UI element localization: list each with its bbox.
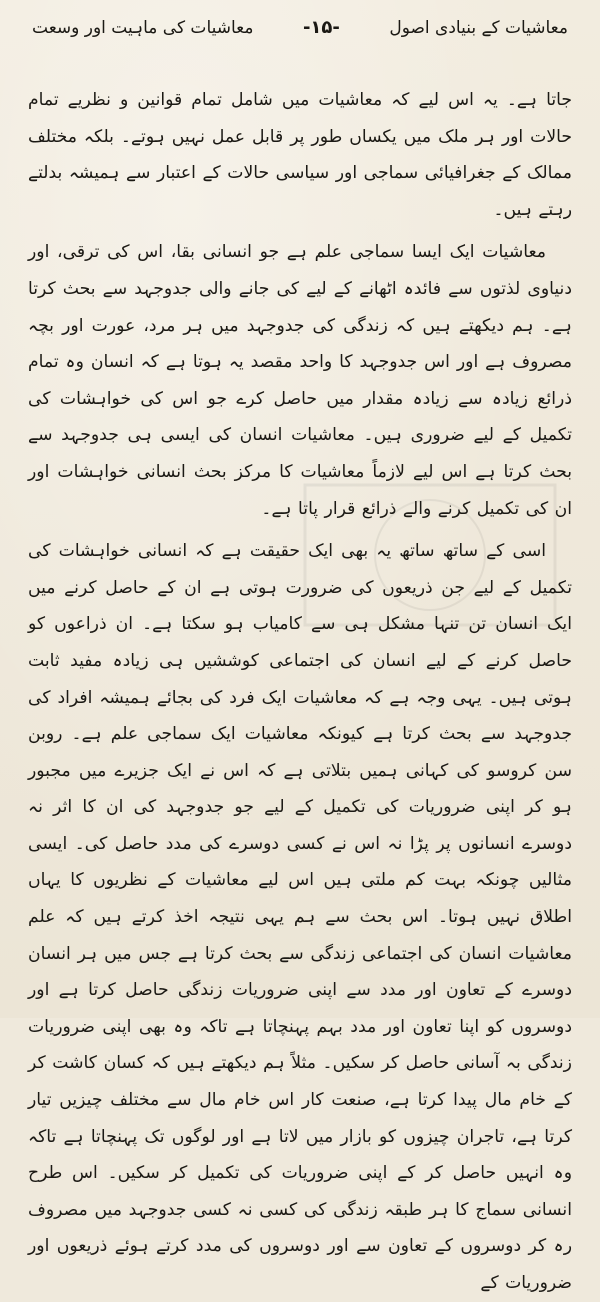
paragraph-1: جاتا ہے۔ یہ اس لیے کہ معاشیات میں شامل تمام قوانین و نظریے تمام حالات اور ہر ملک میں یکساں طور پر قابل عمل نہیں ہوتے۔ بلکہ مختلف ممالک کے جغرافیائی سماجی اور سیاسی حالات کے اعتبار سے ہمیشہ بدلتے رہتے ہیں۔ — [28, 90, 572, 220]
header-book-title: معاشیات کے بنیادی اصول — [389, 18, 568, 38]
page-body — [28, 82, 572, 1302]
paragraph-3: اسی کے ساتھ ساتھ یہ بھی ایک حقیقت ہے کہ انسانی خواہشات کی تکمیل کے لیے جن ذریعوں کی ضرورت ہوتی ہے ان کے حاصل کرنے میں ایک انسان تن تنہا مشکل ہی سے کامیاب ہو سکتا ہے۔ ان ذراعوں کو حاصل کرنے کے لیے انسان کی اجتماعی کوششیں ہی زیادہ مفید ثابت ہوتی ہیں۔ یہی وجہ ہے کہ معاشیات ایک فرد کی بجائے ہمیشہ افراد کی جدوجہد سے بحث کرتا ہے کیونکہ معاشیات ایک سماجی علم ہے۔ روبن سن کروسو کی کہانی ہمیں بتلاتی ہے کہ اس نے ایک جزیرے میں مجبور ہو کر اپنی ضروریات کی تکمیل کے لیے جو جدوجہد کی ان کا اثر نہ دوسرے انسانوں پر پڑا نہ اس نے کسی دوسرے کی مدد حاصل کی۔ ایسی مثالیں چونکہ بہت کم ملتی ہیں اس لیے معاشیات کے نظریوں کا یہاں اطلاق نہیں ہوتا۔ اس بحث سے ہم یہی نتیجہ اخذ کرتے ہیں کہ علم معاشیات انسان کی اجتماعی زندگی سے بحث کرتا ہے جس میں ہر انسان دوسرے کے تعاون اور مدد سے اپنی ضروریات زندگی حاصل کرتا ہے اور دوسروں کو اپنا تعاون اور مدد بہم پہنچاتا ہے تاکہ وہ بھی اپنی ضروریات زندگی بہ آسانی حاصل کر سکیں۔ مثلاً ہم دیکھتے ہیں کہ کسان کاشت کر کے خام مال پیدا کرتا ہے، صنعت کار اس خام مال سے مختلف چیزیں تیار کرتا ہے، تاجران چیزوں کو بازار میں لاتا ہے اور لوگوں تک پہنچاتا ہے تاکہ وہ انہیں حاصل کر کے اپنی ضروریات کی تکمیل کر سکیں۔ اس طرح انسانی سماج کا ہر طبقہ زندگی کی کسی نہ کسی جدوجہد میں مصروف رہ کر دوسروں کے تعاون سے اور دوسروں کی مدد کرتے ہوئے ذریعوں اور ضروریات کے — [28, 541, 572, 1293]
header-chapter-title: معاشیات کی ماہیت اور وسعت — [32, 18, 254, 38]
paragraph-2: معاشیات ایک ایسا سماجی علم ہے جو انسانی بقا، اس کی ترقی، اور دنیاوی لذتوں سے فائدہ اٹھانے کے لیے کی جانے والی جدوجہد سے بحث کرتا ہے۔ ہم دیکھتے ہیں کہ زندگی کی جدوجہد میں ہر مرد، عورت اور بچہ مصروف ہے اور اس جدوجہد کا واحد مقصد یہ ہوتا ہے کہ انسان وہ تمام ذرائع زیادہ سے زیادہ مقدار میں حاصل کرے جو اس کی خواہشات کی تکمیل کے لیے ضروری ہیں۔ معاشیات انسان کی ایسی ہی جدوجہد سے بحث کرتا ہے اس لیے لازماً معاشیات کا مرکز بحث انسانی خواہشات اور ان کی تکمیل کرنے والے ذرائع قرار پاتا ہے۔ — [28, 242, 572, 519]
running-header — [28, 14, 572, 42]
page-number: -۱۵- — [302, 17, 340, 38]
